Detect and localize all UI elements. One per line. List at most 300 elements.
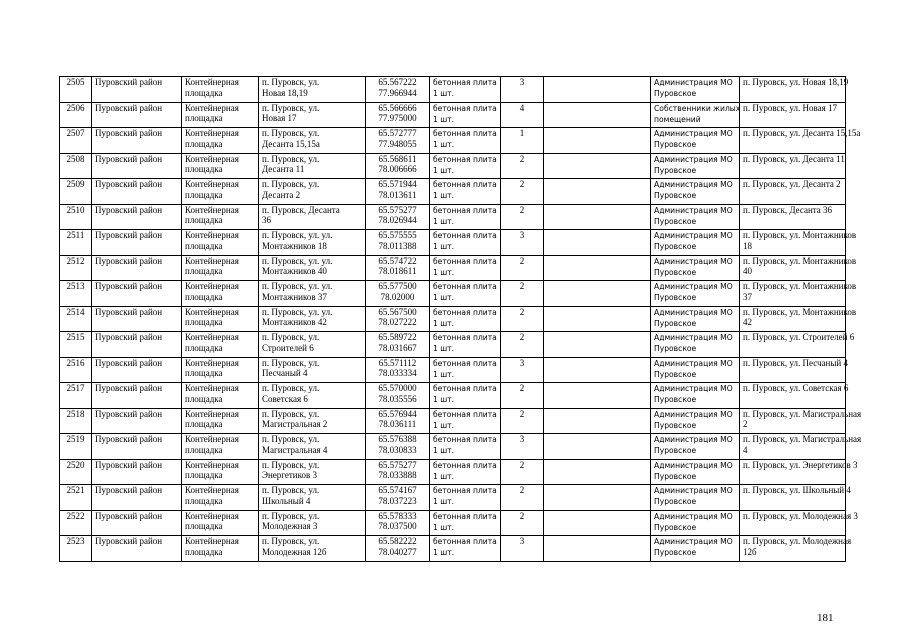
cell-district: Пуровский район xyxy=(92,510,182,536)
cell-district: Пуровский район xyxy=(92,485,182,511)
cell-address xyxy=(259,383,366,409)
cell-line: площадка xyxy=(185,521,223,531)
cell-line: Контейнерная xyxy=(185,102,239,113)
cell-line: площадка xyxy=(185,393,223,404)
cell-address xyxy=(259,459,366,485)
cell-line: 65.574167 xyxy=(378,485,417,495)
table-row xyxy=(60,77,846,103)
cell-district: Пуровский район xyxy=(92,536,182,562)
cell-line: площадка xyxy=(185,317,223,327)
cell-line: площадка xyxy=(185,240,223,251)
cell-waste-source xyxy=(740,536,852,562)
cell-line: Монтажников 40 xyxy=(262,266,327,276)
cell-empty xyxy=(544,434,651,460)
cell-line: 18 xyxy=(743,240,752,251)
table-row xyxy=(60,408,846,434)
cell-number: 2512 xyxy=(60,255,92,281)
cell-line: бетонная плита xyxy=(433,282,497,291)
cell-coordinates xyxy=(366,485,430,511)
table-row xyxy=(60,357,846,383)
cell-container-count: 3 xyxy=(501,77,544,103)
cell-district: Пуровский район xyxy=(92,408,182,434)
cell-line: Администрация МО xyxy=(654,307,733,317)
cell-address xyxy=(259,536,366,562)
cell-line: Контейнерная xyxy=(185,153,239,164)
cell-surface xyxy=(430,230,501,256)
cell-line: п. Пуровск, ул. xyxy=(262,77,320,87)
cell-number: 2518 xyxy=(60,408,92,434)
cell-line: 1 шт. xyxy=(433,522,455,532)
cell-line: п. Пуровск, Десанта xyxy=(262,204,340,215)
cell-line: Администрация МО xyxy=(654,154,733,164)
table-row xyxy=(60,204,846,230)
cell-owner xyxy=(651,102,740,128)
table-row xyxy=(60,179,846,205)
cell-line: Пуровское xyxy=(654,318,697,328)
cell-line: п. Пуровск, ул. Монтажников xyxy=(743,230,857,240)
cell-line: 1 шт. xyxy=(433,446,455,455)
cell-address xyxy=(259,281,366,307)
cell-owner xyxy=(651,179,740,205)
cell-line: Школьный 4 xyxy=(262,495,311,506)
cell-owner xyxy=(651,510,740,536)
cell-surface xyxy=(430,77,501,103)
cell-coordinates xyxy=(366,230,430,256)
cell-line: площадка xyxy=(185,546,223,557)
cell-empty xyxy=(544,485,651,511)
cell-line: 1 шт. xyxy=(433,344,455,353)
cell-number: 2508 xyxy=(60,153,92,179)
cell-number: 2513 xyxy=(60,281,92,307)
table-row xyxy=(60,510,846,536)
table-row xyxy=(60,281,846,307)
cell-line: бетонная плита xyxy=(433,307,497,317)
cell-owner xyxy=(651,306,740,332)
cell-line: Администрация МО xyxy=(654,129,733,138)
cell-line: 65.576388 xyxy=(378,434,417,444)
cell-waste-source xyxy=(740,128,861,154)
cell-line: п. Пуровск, ул. Монтажников xyxy=(743,306,857,317)
cell-coordinates xyxy=(366,255,430,281)
cell-surface xyxy=(430,281,501,307)
cell-district: Пуровский район xyxy=(92,434,182,460)
cell-line: п. Пуровск, ул. xyxy=(262,459,320,470)
cell-district: Пуровский район xyxy=(92,77,182,103)
cell-address xyxy=(259,332,366,358)
cell-waste-source xyxy=(740,434,862,460)
cell-owner xyxy=(651,230,740,256)
cell-line: п. Пуровск, ул. xyxy=(262,102,320,113)
cell-line: п. Пуровск, ул. ул. xyxy=(262,255,333,266)
cell-line: 1 шт. xyxy=(433,216,455,226)
cell-line: Контейнерная xyxy=(185,255,239,266)
cell-owner xyxy=(651,77,740,103)
cell-line: 1 шт. xyxy=(433,318,455,328)
cell-line: 65.568611 xyxy=(378,153,417,164)
cell-line: Администрация МО xyxy=(654,537,733,546)
cell-line: Администрация МО xyxy=(654,384,733,393)
cell-container-count: 3 xyxy=(501,357,544,383)
cell-coordinates xyxy=(366,408,430,434)
cell-line: 1 шт. xyxy=(433,369,455,379)
table-row xyxy=(60,485,846,511)
cell-line: п. Пуровск, ул. Новая 18,19 xyxy=(743,77,849,87)
cell-line: площадка xyxy=(185,87,223,98)
cell-line: Пуровское xyxy=(654,344,697,353)
cell-line: бетонная плита xyxy=(433,78,497,87)
cell-address xyxy=(259,102,366,128)
cell-line: 65.570000 xyxy=(378,383,417,393)
cell-owner xyxy=(651,357,740,383)
cell-line: 1 шт. xyxy=(433,191,455,200)
cell-line: Контейнерная xyxy=(185,306,239,317)
table-row xyxy=(60,383,846,409)
cell-line: п. Пуровск, ул. ул. xyxy=(262,281,333,291)
cell-surface xyxy=(430,179,501,205)
cell-district: Пуровский район xyxy=(92,281,182,307)
cell-coordinates xyxy=(366,459,430,485)
cell-container-count: 2 xyxy=(501,306,544,332)
cell-number: 2510 xyxy=(60,204,92,230)
cell-number: 2514 xyxy=(60,306,92,332)
cell-site-type xyxy=(182,230,259,256)
cell-owner xyxy=(651,485,740,511)
cell-line: Пуровское xyxy=(654,420,697,430)
cell-empty xyxy=(544,77,651,103)
cell-owner xyxy=(651,281,740,307)
cell-line: бетонная плита xyxy=(433,409,497,419)
cell-line: Монтажников 37 xyxy=(262,291,327,302)
cell-line: 40 xyxy=(743,266,752,276)
cell-line: 36 xyxy=(262,215,271,225)
cell-line: 78.030833 xyxy=(378,444,417,455)
cell-district: Пуровский район xyxy=(92,332,182,358)
cell-empty xyxy=(544,204,651,230)
cell-line: 2 xyxy=(743,419,748,429)
cell-container-count: 2 xyxy=(501,204,544,230)
cell-surface xyxy=(430,383,501,409)
cell-container-count: 2 xyxy=(501,459,544,485)
cell-line: Монтажников 18 xyxy=(262,240,327,251)
cell-surface xyxy=(430,485,501,511)
cell-line: бетонная плита xyxy=(433,384,497,393)
cell-line: Пуровское xyxy=(654,165,697,175)
cell-line: бетонная плита xyxy=(433,154,497,164)
cell-line: Новая 17 xyxy=(262,113,297,123)
cell-surface xyxy=(430,332,501,358)
cell-line: 65.567500 xyxy=(378,306,417,317)
cell-line: Пуровское xyxy=(654,548,697,557)
cell-line: п. Пуровск, ул. Советская 6 xyxy=(743,383,849,393)
table-row xyxy=(60,306,846,332)
cell-line: п. Пуровск, ул. Десанта 2 xyxy=(743,179,841,189)
cell-line: 42 xyxy=(743,317,752,327)
cell-line: площадка xyxy=(185,164,223,174)
cell-site-type xyxy=(182,408,259,434)
table-row xyxy=(60,459,846,485)
cell-site-type xyxy=(182,102,259,128)
cell-line: п. Пуровск, ул. Школьный 4 xyxy=(743,485,851,495)
page-number: 181 xyxy=(817,612,834,624)
cell-line: 78.026944 xyxy=(378,215,417,225)
cell-coordinates xyxy=(366,510,430,536)
cell-waste-source xyxy=(740,383,849,409)
cell-surface xyxy=(430,153,501,179)
cell-line: 65.577500 xyxy=(378,281,417,291)
cell-site-type xyxy=(182,485,259,511)
cell-waste-source xyxy=(740,510,858,536)
cell-line: Десанта 15,15а xyxy=(262,138,320,149)
cell-coordinates xyxy=(366,383,430,409)
cell-container-count: 3 xyxy=(501,434,544,460)
cell-line: Администрация МО xyxy=(654,282,733,291)
cell-line: Контейнерная xyxy=(185,510,239,521)
cell-site-type xyxy=(182,536,259,562)
cell-site-type xyxy=(182,306,259,332)
cell-container-count: 3 xyxy=(501,536,544,562)
cell-number: 2509 xyxy=(60,179,92,205)
cell-container-count: 3 xyxy=(501,230,544,256)
cell-line: Пуровское xyxy=(654,242,697,251)
cell-number: 2522 xyxy=(60,510,92,536)
cell-container-count: 2 xyxy=(501,179,544,205)
table-row xyxy=(60,536,846,562)
cell-line: Строителей 6 xyxy=(262,342,314,353)
cell-line: п. Пуровск, ул. xyxy=(262,485,320,495)
cell-coordinates xyxy=(366,204,430,230)
cell-coordinates xyxy=(366,281,430,307)
cell-number: 2511 xyxy=(60,230,92,256)
cell-line: 37 xyxy=(743,291,752,302)
cell-line: бетонная плита xyxy=(433,231,497,240)
cell-line: 1 шт. xyxy=(433,165,455,175)
cell-empty xyxy=(544,230,651,256)
cell-line: 78.013611 xyxy=(378,189,417,200)
cell-line: Пуровское xyxy=(654,369,697,379)
cell-line: 1 шт. xyxy=(433,267,455,277)
cell-address xyxy=(259,179,366,205)
cell-line: площадка xyxy=(185,113,223,123)
cell-owner xyxy=(651,536,740,562)
cell-site-type xyxy=(182,153,259,179)
cell-surface xyxy=(430,255,501,281)
cell-line: 12б xyxy=(743,546,757,557)
cell-line: бетонная плита xyxy=(433,486,497,495)
cell-number: 2523 xyxy=(60,536,92,562)
cell-line: Контейнерная xyxy=(185,536,239,546)
cell-empty xyxy=(544,102,651,128)
cell-line: 78.018611 xyxy=(378,266,417,276)
cell-line: п. Пуровск, ул. Песчаный 4 xyxy=(743,357,848,368)
cell-line: 77.966944 xyxy=(378,87,417,98)
cell-district: Пуровский район xyxy=(92,102,182,128)
cell-line: 78.027222 xyxy=(378,317,417,327)
cell-surface xyxy=(430,434,501,460)
cell-line: бетонная плита xyxy=(433,460,497,470)
cell-site-type xyxy=(182,459,259,485)
cell-address xyxy=(259,77,366,103)
cell-line: Контейнерная xyxy=(185,204,239,215)
cell-line: Энергетиков 3 xyxy=(262,470,317,480)
cell-district: Пуровский район xyxy=(92,204,182,230)
cell-line: Контейнерная xyxy=(185,357,239,368)
cell-line: п. Пуровск, Десанта 36 xyxy=(743,204,833,215)
cell-district: Пуровский район xyxy=(92,179,182,205)
cell-line: площадка xyxy=(185,215,223,225)
cell-waste-source xyxy=(740,459,858,485)
cell-line: п. Пуровск, ул. Десанта 15,15а xyxy=(743,128,861,138)
cell-line: Администрация МО xyxy=(654,333,733,342)
cell-line: площадка xyxy=(185,138,223,149)
cell-line: площадка xyxy=(185,342,223,353)
cell-line: 1 шт. xyxy=(433,242,455,251)
cell-line: 65.575277 xyxy=(378,204,417,215)
cell-line: Администрация МО xyxy=(654,78,733,87)
registry-table-body xyxy=(60,77,862,562)
cell-line: Советская 6 xyxy=(262,393,308,404)
cell-line: бетонная плита xyxy=(433,256,497,266)
cell-district: Пуровский район xyxy=(92,357,182,383)
cell-line: п. Пуровск, ул. Магистральная xyxy=(743,434,862,444)
cell-number: 2506 xyxy=(60,102,92,128)
cell-waste-source xyxy=(740,179,846,205)
cell-line: п. Пуровск, ул. xyxy=(262,153,320,164)
cell-line: 1 шт. xyxy=(433,548,455,557)
cell-line: Магистральная 2 xyxy=(262,419,328,429)
cell-line: 78.040277 xyxy=(378,546,417,557)
cell-district: Пуровский район xyxy=(92,306,182,332)
cell-line: 78.037223 xyxy=(378,495,417,506)
cell-line: Контейнерная xyxy=(185,281,239,291)
cell-line: Администрация МО xyxy=(654,358,733,368)
cell-coordinates xyxy=(366,306,430,332)
cell-owner xyxy=(651,383,740,409)
cell-line: Пуровское xyxy=(654,497,697,506)
cell-line: 65.575277 xyxy=(378,459,417,470)
cell-district: Пуровский район xyxy=(92,383,182,409)
cell-empty xyxy=(544,255,651,281)
cell-line: 65.574722 xyxy=(378,255,417,266)
cell-owner xyxy=(651,128,740,154)
cell-container-count: 2 xyxy=(501,332,544,358)
cell-line: бетонная плита xyxy=(433,205,497,215)
cell-line: Пуровское xyxy=(654,293,697,302)
cell-address xyxy=(259,306,366,332)
cell-line: Магистральная 4 xyxy=(262,444,328,455)
cell-line: площадка xyxy=(185,470,223,480)
table-row xyxy=(60,102,846,128)
cell-line: Администрация МО xyxy=(654,486,733,495)
cell-line: 65.578333 xyxy=(378,510,417,521)
cell-line: 1 шт. xyxy=(433,114,455,124)
cell-district: Пуровский район xyxy=(92,230,182,256)
cell-line: 77.975000 xyxy=(378,113,417,123)
cell-waste-source xyxy=(740,153,846,179)
cell-line: 1 шт. xyxy=(433,420,455,430)
cell-line: бетонная плита xyxy=(433,537,497,546)
cell-line: 65.566666 xyxy=(378,102,417,113)
cell-waste-source xyxy=(740,102,846,128)
cell-line: 1 шт. xyxy=(433,471,455,481)
cell-number: 2517 xyxy=(60,383,92,409)
cell-container-count: 2 xyxy=(501,383,544,409)
cell-line: Администрация МО xyxy=(654,435,733,444)
cell-surface xyxy=(430,204,501,230)
cell-line: бетонная плита xyxy=(433,180,497,189)
cell-line: Песчаный 4 xyxy=(262,368,308,378)
cell-line: 78.033888 xyxy=(378,470,417,480)
cell-line: 78.037500 xyxy=(378,521,417,531)
cell-line: площадка xyxy=(185,266,223,276)
cell-number: 2505 xyxy=(60,77,92,103)
cell-address xyxy=(259,153,366,179)
cell-empty xyxy=(544,510,651,536)
cell-site-type xyxy=(182,128,259,154)
cell-line: Контейнерная xyxy=(185,434,239,444)
cell-line: Контейнерная xyxy=(185,332,239,342)
cell-line: п. Пуровск, ул. xyxy=(262,434,320,444)
cell-line: площадка xyxy=(185,189,223,200)
cell-coordinates xyxy=(366,153,430,179)
cell-line: п. Пуровск, ул. Энергетиков 3 xyxy=(743,459,858,470)
cell-surface xyxy=(430,357,501,383)
cell-line: площадка xyxy=(185,495,223,506)
cell-number: 2521 xyxy=(60,485,92,511)
cell-site-type xyxy=(182,77,259,103)
table-row xyxy=(60,434,846,460)
cell-line: Пуровское xyxy=(654,395,697,404)
cell-number: 2520 xyxy=(60,459,92,485)
registry-table xyxy=(59,76,862,562)
cell-surface xyxy=(430,408,501,434)
cell-owner xyxy=(651,332,740,358)
cell-line: площадка xyxy=(185,291,223,302)
table-row xyxy=(60,332,846,358)
cell-line: Собственники жилых xyxy=(654,103,741,113)
cell-line: 78.031667 xyxy=(378,342,417,353)
cell-line: 65.575555 xyxy=(378,230,417,240)
cell-line: Администрация МО xyxy=(654,231,733,240)
table-row xyxy=(60,128,846,154)
cell-address xyxy=(259,408,366,434)
cell-line: Пуровское xyxy=(654,471,697,481)
cell-line: Администрация МО xyxy=(654,460,733,470)
cell-line: п. Пуровск, ул. xyxy=(262,332,320,342)
cell-line: Контейнерная xyxy=(185,408,239,419)
cell-container-count: 1 xyxy=(501,128,544,154)
cell-line: Пуровское xyxy=(654,216,697,226)
cell-owner xyxy=(651,153,740,179)
cell-number: 2515 xyxy=(60,332,92,358)
cell-line: п. Пуровск, ул. Молодежная 3 xyxy=(743,510,858,521)
cell-line: п. Пуровск, ул. xyxy=(262,408,320,419)
cell-line: Контейнерная xyxy=(185,230,239,240)
cell-line: 77.948055 xyxy=(378,138,417,149)
cell-coordinates xyxy=(366,536,430,562)
cell-owner xyxy=(651,459,740,485)
cell-address xyxy=(259,510,366,536)
cell-line: Контейнерная xyxy=(185,128,239,138)
cell-line: помещений xyxy=(654,114,701,124)
cell-coordinates xyxy=(366,332,430,358)
cell-empty xyxy=(544,357,651,383)
cell-empty xyxy=(544,179,651,205)
cell-line: п. Пуровск, ул. Десанта 11 xyxy=(743,153,845,164)
cell-line: бетонная плита xyxy=(433,333,497,342)
cell-district: Пуровский район xyxy=(92,128,182,154)
cell-container-count: 2 xyxy=(501,281,544,307)
cell-container-count: 4 xyxy=(501,102,544,128)
